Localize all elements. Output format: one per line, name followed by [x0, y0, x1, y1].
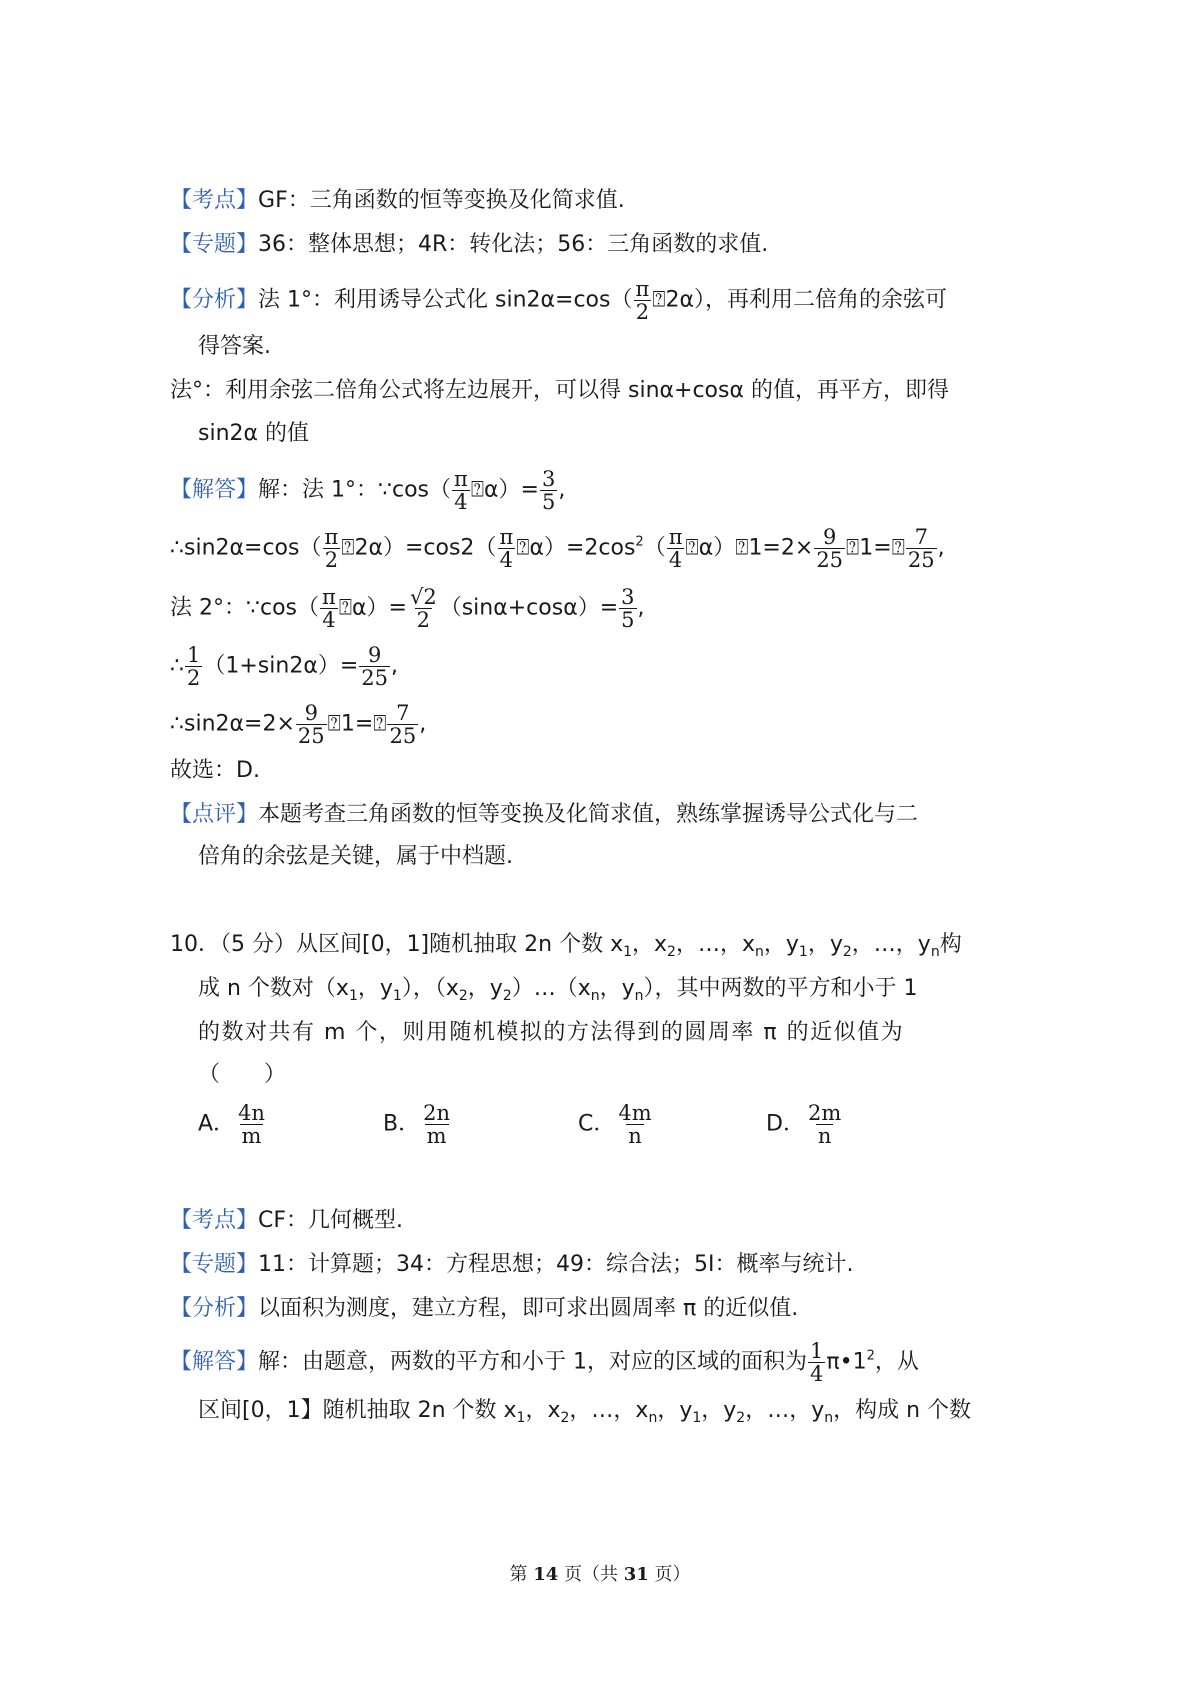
- subscript: 2: [458, 988, 468, 1004]
- missing-glyph: ⍰: [341, 535, 355, 561]
- fraction-num: 9: [822, 525, 837, 549]
- fenxi-line: [170, 278, 947, 323]
- subscript: n: [634, 988, 644, 1004]
- text: 的数对共有 m 个，则用随机模拟的方法得到的圆周率 π 的近似值为: [198, 1020, 905, 1045]
- fraction-den: m: [241, 1124, 262, 1148]
- subscript: 2: [502, 988, 512, 1004]
- text: π•1: [826, 1349, 867, 1375]
- subscript: 2: [736, 1410, 746, 1426]
- fenxi-line-4: [198, 419, 309, 449]
- text: ，…，y: [851, 932, 931, 957]
- text: ，x: [632, 932, 668, 957]
- text: ,: [637, 595, 645, 621]
- kaodian-text: GF：三角函数的恒等变换及化简求值.: [258, 188, 625, 213]
- fenxi-text: 法 1°：利用诱导公式化 sin2α=cos（: [258, 287, 633, 313]
- superscript: 2: [866, 1348, 875, 1364]
- text: ,: [391, 653, 398, 679]
- text: ，y: [657, 1398, 693, 1423]
- fraction-den: 25: [907, 548, 935, 572]
- footer-text: 页（共: [564, 1564, 618, 1585]
- kaodian-line: [170, 186, 625, 216]
- fraction: [906, 526, 937, 571]
- fraction-num: 7: [914, 525, 928, 549]
- fraction: [322, 526, 340, 571]
- text: ），其中两数的平方和小于 1: [643, 976, 918, 1001]
- subscript: n: [930, 944, 940, 960]
- text: 1=: [340, 711, 374, 737]
- page-total: 31: [623, 1564, 649, 1585]
- fraction: [540, 468, 557, 513]
- option-label: C．: [578, 1111, 616, 1137]
- fraction-den: 2: [324, 548, 339, 572]
- fraction: [619, 586, 636, 631]
- fraction-num: 4m: [618, 1101, 652, 1125]
- fraction-num: 1: [810, 1339, 824, 1363]
- fenxi-tag: 【分析】: [170, 1296, 259, 1321]
- text: α）=2cos: [529, 535, 636, 561]
- fraction-num: 9: [367, 643, 382, 667]
- subscript: n: [648, 1410, 658, 1426]
- text: 1=2×: [748, 535, 814, 561]
- fraction-den: 4: [322, 608, 336, 632]
- jieda-line-5: [170, 702, 426, 747]
- jieda-line-2: [170, 526, 945, 571]
- fraction: [236, 1102, 267, 1147]
- kaodian-text: CF：几何概型.: [258, 1208, 404, 1233]
- option-label: D．: [766, 1111, 805, 1137]
- dianping-text: 本题考查三角函数的恒等变换及化简求值，熟练掌握诱导公式化与二: [258, 802, 919, 827]
- answer-text: 故选：D.: [170, 758, 260, 783]
- text: α）=: [484, 477, 539, 503]
- subscript: 1: [623, 944, 633, 960]
- text: ∴: [170, 653, 184, 679]
- fraction-den: n: [817, 1124, 832, 1148]
- page-number: 14: [533, 1564, 559, 1585]
- missing-glyph: ⍰: [516, 535, 530, 561]
- jieda-line-4: [170, 644, 398, 689]
- fraction: [421, 1102, 452, 1147]
- fenxi-text: 以面积为测度，建立方程，即可求出圆周率 π 的近似值.: [258, 1296, 799, 1321]
- fraction-num: π: [668, 525, 683, 549]
- text: 10．（5 分）从区间[0，1]随机抽取 2n 个数 x: [170, 932, 624, 957]
- text: 1=: [859, 535, 892, 561]
- page-footer: [0, 1560, 1200, 1586]
- fraction: [452, 468, 470, 513]
- fenxi-text-4: 法°：利用余弦二倍角公式将左边展开，可以得 sinα+cosα 的值，再平方，即得: [170, 378, 949, 403]
- text: ，y: [467, 976, 503, 1001]
- option-label: A．: [198, 1111, 236, 1137]
- guxuan-line: [170, 756, 260, 786]
- text: ，y: [357, 976, 393, 1001]
- fraction-den: 25: [297, 724, 325, 748]
- q10-jieda-line-2: [198, 1396, 971, 1433]
- zhuanti-line: [170, 230, 768, 260]
- dianping-line-2: [198, 842, 513, 872]
- fraction-num: 9: [304, 701, 318, 725]
- q10-stem-line-3: [198, 1018, 904, 1048]
- text: ，y: [807, 932, 843, 957]
- fraction: [408, 586, 439, 631]
- text: 区间[0，1】随机抽取 2n 个数 x: [198, 1398, 517, 1423]
- subscript: 1: [798, 944, 808, 960]
- text: ,: [419, 711, 427, 737]
- fraction-den: 4: [810, 1362, 824, 1386]
- fenxi-text-2: 2α），再利用二倍角的余弦可: [665, 287, 947, 313]
- text: 解：法 1°：∵cos（: [258, 477, 452, 503]
- fraction: [814, 526, 845, 571]
- q10-fenxi-line: [170, 1294, 798, 1324]
- text: ∴sin2α=2×: [170, 711, 295, 737]
- option-c: [578, 1102, 655, 1147]
- zhuanti-text: 36：整体思想；4R：转化法；56：三角函数的求值.: [258, 232, 769, 257]
- fraction-num: 3: [541, 467, 556, 491]
- missing-glyph: ⍰: [470, 477, 485, 503]
- subscript: 1: [348, 988, 358, 1004]
- fraction: [616, 1102, 653, 1147]
- fenxi-line-2: [198, 332, 271, 362]
- subscript: n: [824, 1410, 834, 1426]
- fraction-num: 2n: [423, 1101, 450, 1125]
- kaodian-tag: 【考点】: [170, 188, 259, 213]
- answer-blank: （ ）: [198, 1062, 287, 1087]
- subscript: n: [590, 988, 600, 1004]
- text: ，…，x: [675, 932, 755, 957]
- fraction: [633, 278, 651, 323]
- text: 解：由题意，两数的平方和小于 1，对应的区域的面积为: [258, 1349, 808, 1375]
- dianping-line: [170, 800, 918, 830]
- text: ，…，y: [745, 1398, 825, 1423]
- zhuanti-tag: 【专题】: [170, 232, 259, 257]
- subscript: 1: [516, 1410, 526, 1426]
- fraction-den: 2: [187, 666, 201, 690]
- fenxi-text-3: 得答案.: [198, 334, 271, 359]
- fenxi-line-3: [170, 376, 949, 406]
- missing-glyph: ⍰: [652, 287, 666, 313]
- fraction: [667, 526, 685, 571]
- footer-text: 页）: [654, 1564, 691, 1585]
- text: ∴sin2α=cos（: [170, 535, 322, 561]
- subscript: 1: [392, 988, 402, 1004]
- text: （: [643, 535, 666, 561]
- fraction-num: π: [454, 467, 468, 491]
- zhuanti-text: 11：计算题；34：方程思想；49：综合法；5I：概率与统计.: [258, 1252, 854, 1277]
- fraction-den: 25: [361, 666, 388, 690]
- kaodian-tag: 【考点】: [170, 1208, 259, 1233]
- fraction-num: 1: [187, 643, 201, 667]
- text: ），（x: [401, 976, 459, 1001]
- fraction-den: n: [628, 1124, 642, 1148]
- fraction: [185, 644, 202, 689]
- fraction-den: 4: [454, 490, 468, 514]
- text: 法 2°：∵cos（: [170, 595, 320, 621]
- text: （1+sin2α）=: [203, 653, 359, 679]
- fraction-num: 7: [396, 701, 410, 725]
- text: ,: [937, 535, 945, 561]
- subscript: 2: [842, 944, 852, 960]
- missing-glyph: ⍰: [373, 711, 387, 737]
- q10-jieda-line-1: [170, 1340, 919, 1385]
- jieda-line-3: [170, 586, 645, 631]
- text: ，y: [763, 932, 799, 957]
- text: ，x: [525, 1398, 561, 1423]
- text: ，从: [874, 1349, 919, 1375]
- fraction-den: 4: [499, 548, 514, 572]
- text: ）…（x: [511, 976, 591, 1001]
- fraction: [296, 702, 327, 747]
- text: ，构成 n 个数: [833, 1398, 972, 1423]
- fraction-den: 2: [416, 608, 431, 632]
- fraction-num: π: [324, 525, 339, 549]
- jieda-tag: 【解答】: [170, 477, 259, 503]
- text: 成 n 个数对（x: [198, 976, 349, 1001]
- fraction-num: 3: [621, 585, 635, 609]
- dianping-tag: 【点评】: [170, 802, 259, 827]
- missing-glyph: ⍰: [327, 711, 341, 737]
- missing-glyph: ⍰: [338, 595, 353, 621]
- subscript: n: [755, 944, 764, 960]
- missing-glyph: ⍰: [846, 535, 860, 561]
- option-a: [198, 1102, 268, 1147]
- fraction-den: 2: [635, 300, 650, 324]
- fraction-den: 25: [816, 548, 844, 572]
- fraction-num: π: [322, 585, 336, 609]
- fraction-den: 5: [621, 608, 635, 632]
- fraction: [359, 644, 390, 689]
- fraction-num: π: [499, 525, 514, 549]
- text: ，…，x: [569, 1398, 649, 1423]
- footer-text: 第: [509, 1564, 528, 1585]
- missing-glyph: ⍰: [891, 535, 905, 561]
- text: α）=: [352, 595, 407, 621]
- fraction-den: 4: [668, 548, 683, 572]
- q10-zhuanti-line: [170, 1250, 853, 1280]
- subscript: 2: [560, 1410, 570, 1426]
- dianping-text-2: 倍角的余弦是关键，属于中档题.: [198, 844, 513, 869]
- zhuanti-tag: 【专题】: [170, 1252, 259, 1277]
- text: ，y: [701, 1398, 737, 1423]
- fraction: [806, 1102, 843, 1147]
- fraction-den: 25: [389, 724, 417, 748]
- q10-stem-line-4: [198, 1060, 286, 1090]
- fraction: [808, 1340, 825, 1385]
- fraction-num: 4n: [238, 1101, 265, 1125]
- fraction: [387, 702, 418, 747]
- fenxi-text-5: sin2α 的值: [198, 421, 310, 446]
- fraction-den: 5: [541, 490, 556, 514]
- q10-stem-line-1: [170, 930, 962, 967]
- fraction-num: 2m: [807, 1101, 842, 1125]
- fraction: [320, 586, 338, 631]
- subscript: 2: [667, 944, 676, 960]
- option-d: [766, 1102, 844, 1147]
- text: α）: [698, 535, 736, 561]
- fraction: [497, 526, 515, 571]
- option-label: B．: [383, 1111, 421, 1137]
- fenxi-tag: 【分析】: [170, 287, 259, 313]
- option-b: [383, 1102, 453, 1147]
- superscript: 2: [635, 534, 644, 550]
- fraction-num: √2: [409, 585, 437, 609]
- text: 2α）=cos2（: [354, 535, 497, 561]
- missing-glyph: ⍰: [735, 535, 749, 561]
- jieda-tag: 【解答】: [170, 1349, 259, 1375]
- text: ，y: [599, 976, 635, 1001]
- subscript: 1: [692, 1410, 702, 1426]
- text: 构: [939, 932, 962, 957]
- text: （sinα+cosα）=: [439, 595, 619, 621]
- missing-glyph: ⍰: [685, 535, 699, 561]
- fraction-den: m: [426, 1124, 447, 1148]
- text: ,: [558, 477, 566, 503]
- fraction-num: π: [635, 277, 650, 301]
- q10-kaodian-line: [170, 1206, 403, 1236]
- jieda-line-1: [170, 468, 565, 513]
- q10-stem-line-2: [198, 974, 918, 1011]
